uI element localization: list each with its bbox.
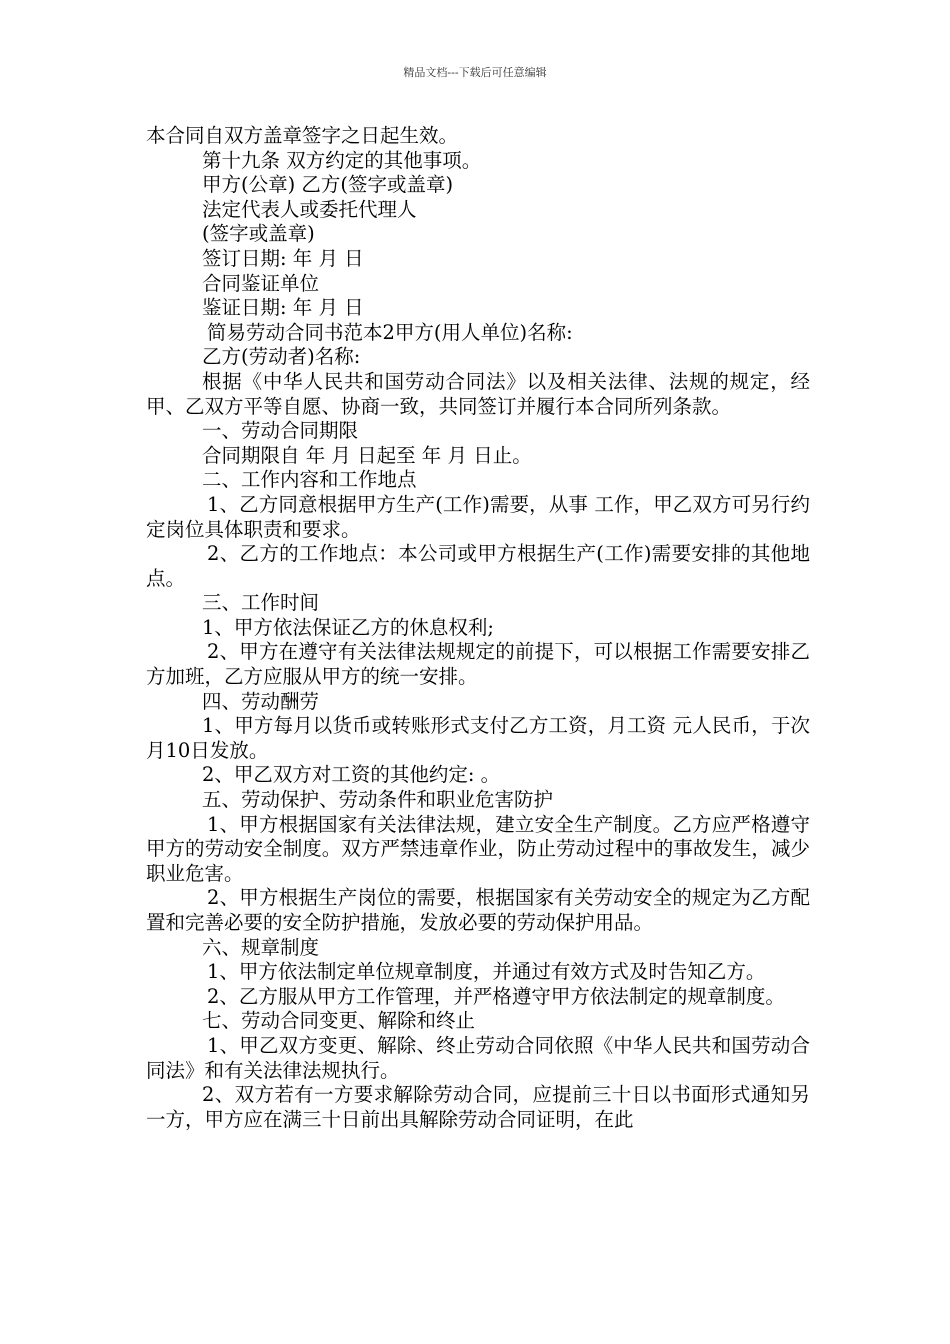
paragraph: 2、乙方服从甲方工作管理，并严格遵守甲方依法制定的规章制度。 [207, 984, 785, 1008]
paragraph: 乙方(劳动者)名称: [202, 345, 361, 369]
paragraph: 1、甲乙双方变更、解除、终止劳动合同依照《中华人民共和国劳动合同法》和有关法律法规执行。 [146, 1033, 810, 1082]
paragraph: 2、甲乙双方对工资的其他约定: 。 [202, 763, 501, 787]
section-heading: 七、劳动合同变更、解除和终止 [202, 1009, 476, 1033]
paragraph: 2、甲方根据生产岗位的需要，根据国家有关劳动安全的规定为乙方配置和完善必要的安全防护措施，发放必要的劳动保护用品。 [146, 886, 810, 934]
paragraph: 合同鉴证单位 [202, 271, 320, 295]
section-heading: 六、规章制度 [202, 935, 320, 959]
section-heading: 一、劳动合同期限 [202, 419, 359, 443]
section-heading: 五、劳动保护、劳动条件和职业危害防护 [202, 788, 554, 812]
paragraph: 甲方(公章) 乙方(签字或盖章) [202, 173, 454, 197]
paragraph: 简易劳动合同书范本2甲方(用人单位)名称: [207, 320, 573, 344]
paragraph: 1、乙方同意根据甲方生产(工作)需要，从事 工作，甲乙双方可另行约定岗位具体职责和要求。 [146, 492, 810, 541]
paragraph: 签订日期: 年 月 日 [202, 246, 364, 270]
paragraph: 本合同自双方盖章签字之日起生效。 [146, 124, 459, 147]
paragraph: 1、甲方每月以货币或转账形式支付乙方工资，月工资 元人民币，于次月10日发放。 [146, 714, 810, 762]
paragraph: 合同期限自 年 月 日起至 年 月 日止。 [202, 443, 532, 467]
paragraph: 1、甲方根据国家有关法律法规，建立安全生产制度。乙方应严格遵守甲方的劳动安全制度。双方严禁违章作业，防止劳动过程中的事故发生，减少职业危害。 [146, 812, 810, 885]
section-heading: 四、劳动酬劳 [202, 689, 320, 713]
section-heading: 二、工作内容和工作地点 [202, 468, 417, 492]
paragraph: 法定代表人或委托代理人 [202, 197, 417, 221]
document-body [146, 124, 810, 1132]
paragraph: 鉴证日期: 年 月 日 [202, 296, 364, 320]
paragraph: (签字或盖章) [202, 222, 315, 246]
paragraph: 根据《中华人民共和国劳动合同法》以及相关法律、法规的规定，经甲、乙双方平等自愿、协商一致，共同签订并履行本合同所列条款。 [146, 369, 810, 418]
paragraph: 1、甲方依法制定单位规章制度，并通过有效方式及时告知乙方。 [207, 960, 766, 984]
paragraph: 1、甲方依法保证乙方的休息权利; [202, 615, 494, 639]
paragraph: 2、乙方的工作地点：本公司或甲方根据生产(工作)需要安排的其他地点。 [146, 542, 810, 590]
section-heading: 三、工作时间 [202, 591, 320, 615]
page-header: 精品文档---下载后可任意编辑 [403, 66, 547, 79]
paragraph: 2、甲方在遵守有关法律法规规定的前提下，可以根据工作需要安排乙方加班，乙方应服从甲方的统一安排。 [146, 640, 810, 689]
paragraph: 第十九条 双方约定的其他事项。 [202, 148, 482, 172]
paragraph: 2、双方若有一方要求解除劳动合同，应提前三十日以书面形式通知另一方，甲方应在满三十日前出具解除劳动合同证明，在此 [146, 1083, 810, 1131]
